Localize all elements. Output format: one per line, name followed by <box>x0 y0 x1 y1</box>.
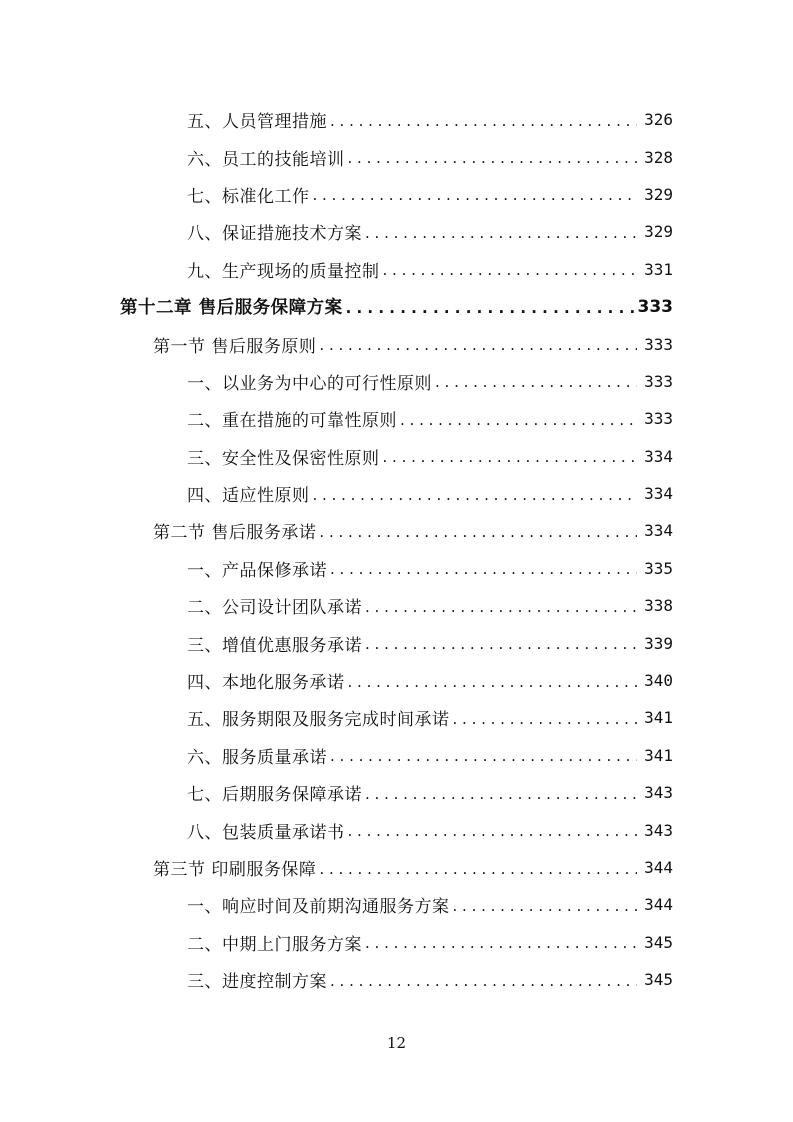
toc-entry[interactable] <box>0 438 793 475</box>
toc-entry-label: 一、产品保修承诺 <box>187 560 327 581</box>
dot-leader <box>453 710 638 728</box>
dot-leader <box>348 822 638 840</box>
toc-entry-page: 339 <box>644 633 673 653</box>
dot-leader <box>313 186 638 204</box>
toc-entry-label: 五、服务期限及服务完成时间承诺 <box>187 710 450 731</box>
dot-leader <box>348 673 638 691</box>
toc-entry-label: 一、以业务为中心的可行性原则 <box>187 373 432 394</box>
toc-entry-page: 333 <box>637 296 673 317</box>
toc-entry[interactable] <box>0 924 793 961</box>
toc-entry-page: 338 <box>644 596 673 616</box>
toc-entry[interactable] <box>0 288 793 325</box>
dot-leader <box>330 560 637 578</box>
toc-entry-page: 344 <box>644 895 673 915</box>
dot-leader <box>330 972 637 990</box>
toc-entry[interactable] <box>0 737 793 774</box>
toc-entry[interactable] <box>0 213 793 250</box>
toc-entry-label: 四、本地化服务承诺 <box>187 673 345 694</box>
toc-entry-label: 八、保证措施技术方案 <box>187 224 362 245</box>
toc-entry-label: 五、人员管理措施 <box>187 112 327 133</box>
toc-entry[interactable] <box>0 961 793 998</box>
toc-entry[interactable] <box>0 138 793 175</box>
toc-entry-label: 二、重在措施的可靠性原则 <box>187 411 397 432</box>
dot-leader <box>313 486 638 504</box>
toc-entry-label: 三、增值优惠服务承诺 <box>187 635 362 656</box>
toc-entry-label: 四、适应性原则 <box>187 486 310 507</box>
toc-entry[interactable] <box>0 325 793 362</box>
toc-entry-page: 335 <box>644 558 673 578</box>
dot-leader <box>365 934 637 952</box>
dot-leader <box>330 112 637 130</box>
toc-entry[interactable] <box>0 811 793 848</box>
toc-entry-page: 344 <box>644 858 673 877</box>
toc-entry-label: 九、生产现场的质量控制 <box>187 261 380 282</box>
toc-entry-page: 341 <box>644 745 673 765</box>
toc-entry[interactable] <box>0 363 793 400</box>
dot-leader <box>365 598 637 616</box>
toc-entry-label: 七、标准化工作 <box>187 186 310 207</box>
toc-entry-page: 334 <box>644 446 673 466</box>
toc-entry-page: 334 <box>644 484 673 504</box>
toc-entry-page: 333 <box>644 409 673 429</box>
toc-entry-label: 三、进度控制方案 <box>187 972 327 993</box>
toc-entry-label: 六、员工的技能培训 <box>187 149 345 170</box>
toc-entry[interactable] <box>0 774 793 811</box>
toc-entry[interactable] <box>0 849 793 886</box>
dot-leader <box>400 411 637 429</box>
toc-entry-page: 333 <box>644 371 673 391</box>
toc-entry-page: 331 <box>644 259 673 279</box>
dot-leader <box>319 336 637 354</box>
toc-entry-label: 二、中期上门服务方案 <box>187 934 362 955</box>
toc-entry-label: 第十二章 售后服务保障方案 <box>120 298 343 319</box>
toc-entry-label: 七、后期服务保障承诺 <box>187 785 362 806</box>
toc-entry[interactable] <box>0 101 793 138</box>
page-number: 12 <box>386 1034 407 1052</box>
toc-entry[interactable] <box>0 699 793 736</box>
toc-entry-label: 六、服务质量承诺 <box>187 747 327 768</box>
dot-leader <box>319 523 637 541</box>
toc-entry[interactable] <box>0 512 793 549</box>
toc-entry-page: 343 <box>644 783 673 803</box>
dot-leader <box>383 261 638 279</box>
toc-entry-label: 第二节 售后服务承诺 <box>153 523 317 544</box>
toc-entry-label: 三、安全性及保密性原则 <box>187 448 380 469</box>
toc-entry[interactable] <box>0 886 793 923</box>
toc-entry-page: 329 <box>644 184 673 204</box>
dot-leader <box>330 747 637 765</box>
toc-entry[interactable] <box>0 251 793 288</box>
toc-entry[interactable] <box>0 662 793 699</box>
toc-entry-page: 340 <box>644 671 673 691</box>
toc-entry-label: 第三节 印刷服务保障 <box>153 860 317 880</box>
toc-entry-page: 343 <box>644 820 673 840</box>
toc-entry-page: 329 <box>644 222 673 242</box>
dot-leader <box>319 860 637 878</box>
toc-entry[interactable] <box>0 587 793 624</box>
dot-leader <box>365 635 637 653</box>
toc-entry-page: 333 <box>644 334 673 354</box>
toc-entry-page: 326 <box>644 110 673 130</box>
dot-leader <box>453 897 638 915</box>
toc-entry-page: 345 <box>644 932 673 952</box>
toc-entry[interactable] <box>0 475 793 512</box>
toc-entry[interactable] <box>0 624 793 661</box>
table-of-contents <box>0 101 793 998</box>
dot-leader <box>383 448 638 466</box>
toc-entry[interactable] <box>0 550 793 587</box>
dot-leader <box>365 224 637 242</box>
toc-entry[interactable] <box>0 400 793 437</box>
toc-entry-page: 334 <box>644 521 673 541</box>
dot-leader <box>365 785 637 803</box>
toc-entry-label: 一、响应时间及前期沟通服务方案 <box>187 897 450 918</box>
dot-leader <box>346 299 634 317</box>
toc-entry-label: 八、包装质量承诺书 <box>187 822 345 843</box>
toc-entry-label: 二、公司设计团队承诺 <box>187 598 362 619</box>
toc-entry-label: 第一节 售后服务原则 <box>153 336 317 357</box>
toc-entry-page: 341 <box>644 708 673 728</box>
toc-entry-page: 328 <box>644 147 673 167</box>
toc-entry[interactable] <box>0 176 793 213</box>
toc-entry-page: 345 <box>644 970 673 990</box>
dot-leader <box>348 149 638 167</box>
dot-leader <box>435 373 637 391</box>
